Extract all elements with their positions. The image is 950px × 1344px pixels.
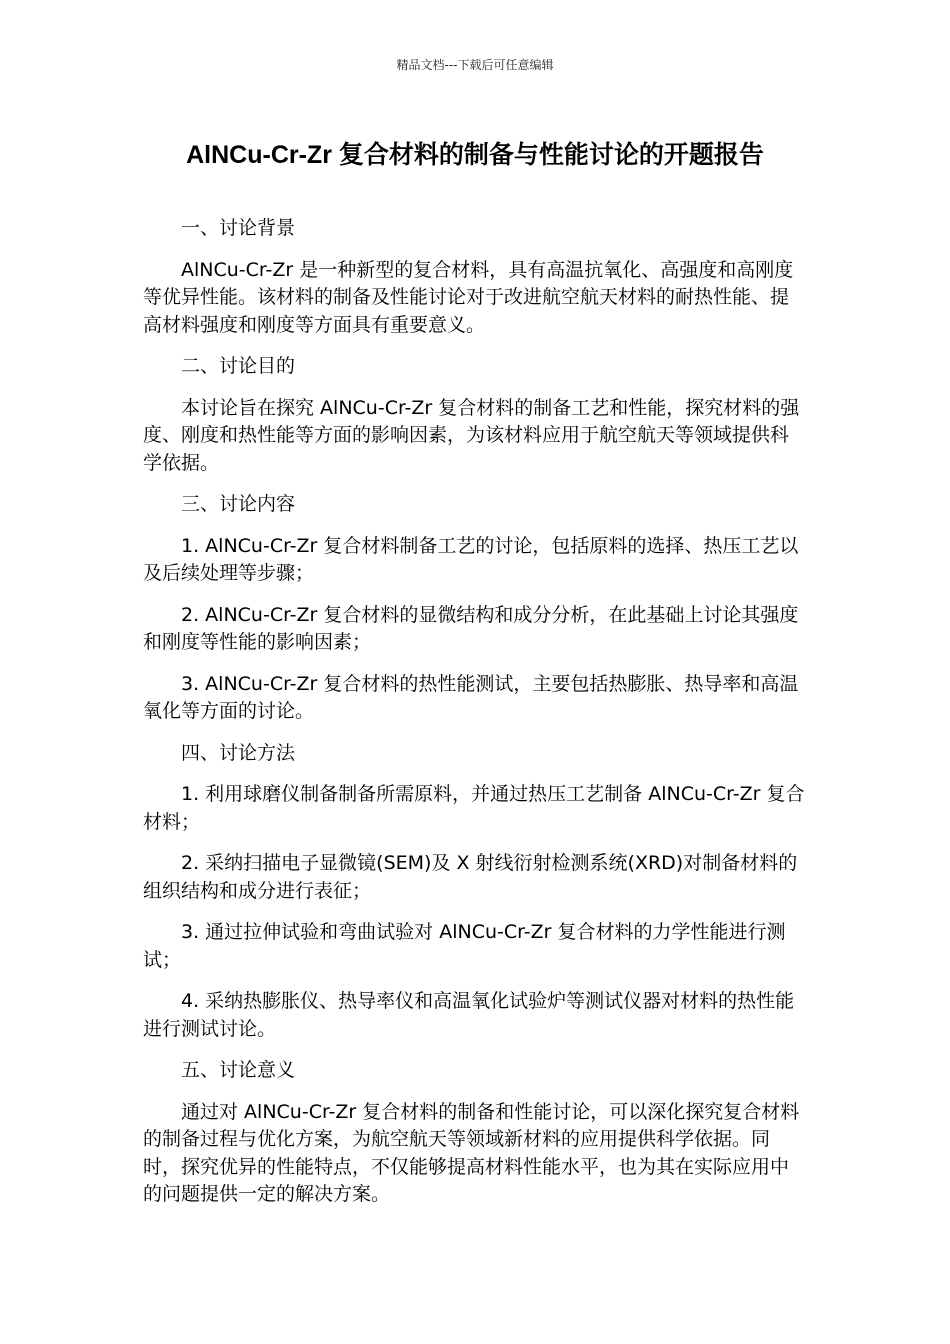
content-item-2: 2. AlNCu-Cr-Zr 复合材料的显微结构和成分分析，在此基础上讨论其强度和刚度等性能的影响因素； xyxy=(143,603,799,653)
section-heading-background: 一、讨论背景 xyxy=(181,217,296,239)
paragraph-purpose: 本讨论旨在探究 AlNCu-Cr-Zr 复合材料的制备工艺和性能，探究材料的强度、刚度和热性能等方面的影响因素，为该材料应用于航空航天等领域提供科学依据。 xyxy=(143,396,800,474)
paragraph-significance: 通过对 AlNCu-Cr-Zr 复合材料的制备和性能讨论，可以深化探究复合材料的制备过程与优化方案，为航空航天等领域新材料的应用提供科学依据。同时，探究优异的性能特点，不仅能够提高材料性能水平，也为其在实际应用中的问题提供一定的解决方案。 xyxy=(143,1100,800,1205)
document-title: AlNCu-Cr-Zr 复合材料的制备与性能讨论的开题报告 xyxy=(186,141,764,169)
content-item-1: 1. AlNCu-Cr-Zr 复合材料制备工艺的讨论，包括原料的选择、热压工艺以及后续处理等步骤； xyxy=(143,534,799,584)
section-heading-significance: 五、讨论意义 xyxy=(181,1059,296,1081)
content-item-3: 3. AlNCu-Cr-Zr 复合材料的热性能测试，主要包括热膨胀、热导率和高温氧化等方面的讨论。 xyxy=(143,672,799,722)
document-body xyxy=(143,215,807,1223)
paragraph-background: AlNCu-Cr-Zr 是一种新型的复合材料，具有高温抗氧化、高强度和高刚度等优异性能。该材料的制备及性能讨论对于改进航空航天材料的耐热性能、提高材料强度和刚度等方面具有重要意义。 xyxy=(143,258,794,336)
method-item-3: 3. 通过拉伸试验和弯曲试验对 AlNCu-Cr-Zr 复合材料的力学性能进行测试； xyxy=(143,921,786,971)
section-heading-method: 四、讨论方法 xyxy=(181,741,296,764)
method-item-2: 2. 采纳扫描电子显微镜(SEM)及 X 射线衍射检测系统(XRD)对制备材料的组织结构和成分进行表征； xyxy=(143,852,798,902)
section-heading-content: 三、讨论内容 xyxy=(181,493,296,515)
section-heading-purpose: 二、讨论目的 xyxy=(181,355,296,377)
method-item-4: 4. 采纳热膨胀仪、热导率仪和高温氧化试验炉等测试仪器对材料的热性能进行测试讨论。 xyxy=(143,990,795,1040)
method-item-1: 1. 利用球磨仪制备制备所需原料，并通过热压工艺制备 AlNCu-Cr-Zr 复合材料； xyxy=(143,783,805,833)
page-header-note: 精品文档---下载后可任意编辑 xyxy=(396,58,554,72)
